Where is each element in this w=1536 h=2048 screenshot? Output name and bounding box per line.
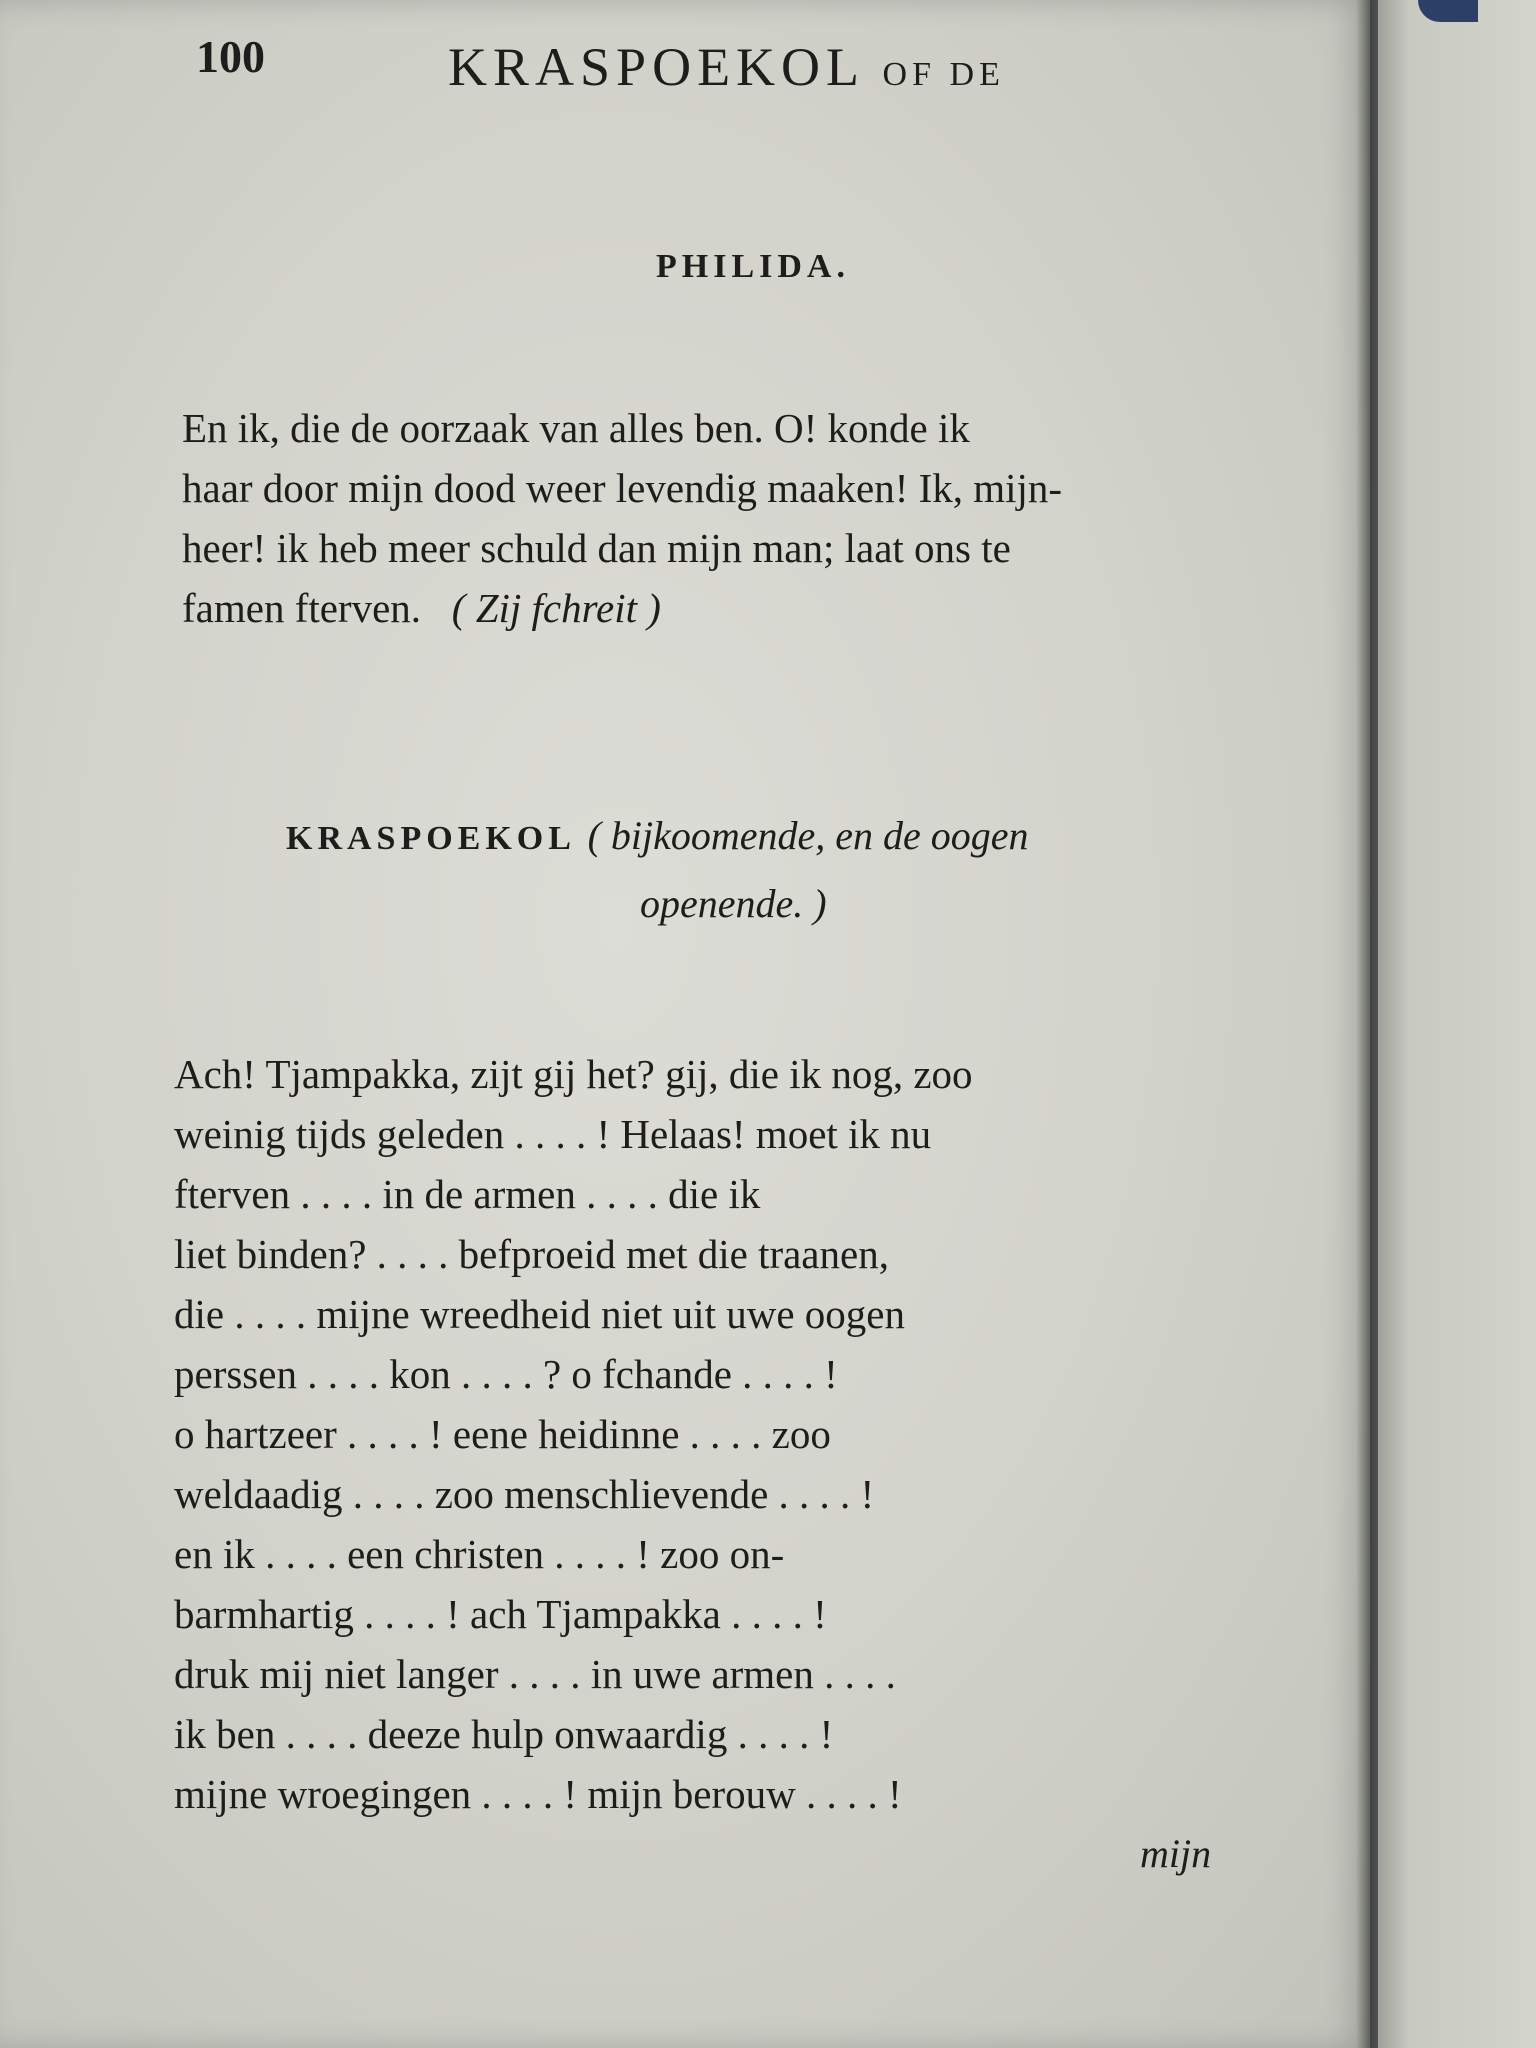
speech-philida [182,398,1312,638]
text-line: fterven . . . . in de armen . . . . die ik [174,1171,761,1217]
text-line: barmhartig . . . . ! ach Tjampakka . . . . ! [174,1591,827,1637]
running-title-suffix: OF DE [882,56,1005,93]
text-line: famen fterven. [182,585,422,631]
running-head [448,36,1005,98]
text-line: perssen . . . . kon . . . . ? o fchande . . . . ! [174,1351,838,1397]
running-title: KRASPOEKOL [448,37,864,97]
stage-direction-continued: openende. ) [640,881,827,926]
speaker-name: KRASPOEKOL [286,820,575,857]
speaker-kraspoekol [286,812,1029,859]
text-line: en ik . . . . een christen . . . . ! zoo on- [174,1531,785,1577]
text-line-with-direction [182,578,1312,638]
book-page-right [1378,0,1536,2048]
catchword: mijn [1140,1831,1212,1876]
speech-kraspoekol [174,1044,1274,1824]
text-line: ik ben . . . . deeze hulp onwaardig . . . . ! [174,1711,834,1757]
text-line: heer! ik heb meer schuld dan mijn man; laat ons te [182,525,1011,571]
page-number: 100 [196,31,265,82]
speaker-philida: PHILIDA. [656,248,850,285]
text-line: haar door mijn dood weer levendig maaken! Ik, mijn- [182,465,1063,511]
text-line: druk mij niet langer . . . . in uwe armen . . . . [174,1651,896,1697]
stage-direction: ( Zij fchreit ) [451,585,661,631]
stage-direction: ( bijkoomende, en de oogen [587,813,1029,858]
text-line: Ach! Tjampakka, zijt gij het? gij, die ik nog, zoo [174,1051,973,1097]
text-line: weinig tijds geleden . . . . ! Helaas! moet ik nu [174,1111,932,1157]
text-line: mijne wroegingen . . . . ! mijn berouw . . . . ! [174,1771,902,1817]
text-line: o hartzeer . . . . ! eene heidinne . . . . zoo [174,1411,831,1457]
text-line: liet binden? . . . . befproeid met die traanen, [174,1231,889,1277]
text-line: die . . . . mijne wreedheid niet uit uwe oogen [174,1291,905,1337]
text-line: weldaadig . . . . zoo menschlievende . . . . ! [174,1471,875,1517]
text-line: En ik, die de oorzaak van alles ben. O! konde ik [182,405,970,451]
